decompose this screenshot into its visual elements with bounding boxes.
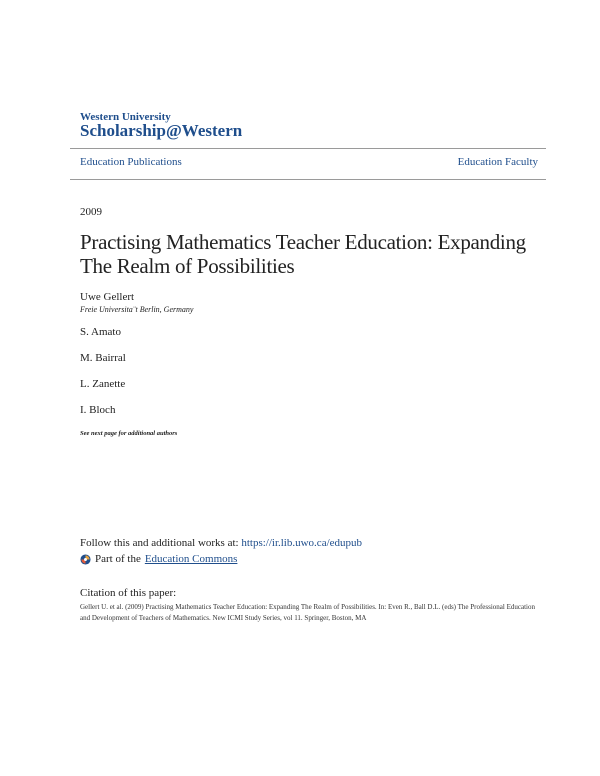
paper-title: Practising Mathematics Teacher Education: Expanding The Realm of Possibilities bbox=[80, 230, 526, 278]
author-name: Uwe Gellert bbox=[80, 291, 135, 303]
commons-icon bbox=[80, 554, 91, 565]
author-name: I. Bloch bbox=[80, 404, 116, 416]
education-publications-link[interactable]: Education Publications bbox=[80, 156, 182, 168]
publication-year: 2009 bbox=[80, 206, 102, 218]
author-affiliation: Freie Universita¨t Berlin, Germany bbox=[80, 305, 194, 314]
author-name: L. Zanette bbox=[80, 378, 126, 390]
see-next-page-note: See next page for additional authors bbox=[80, 430, 178, 437]
part-of-text: Part of the bbox=[95, 553, 141, 565]
author-name: S. Amato bbox=[80, 326, 121, 338]
follow-line bbox=[80, 537, 362, 549]
citation-heading: Citation of this paper: bbox=[80, 587, 177, 599]
repository-name[interactable]: Scholarship@Western bbox=[80, 121, 243, 140]
education-faculty-link[interactable]: Education Faculty bbox=[457, 156, 538, 168]
repository-url-link[interactable]: https://ir.lib.uwo.ca/edupub bbox=[241, 537, 363, 549]
follow-text: Follow this and additional works at: bbox=[80, 537, 239, 549]
header-rule-bottom bbox=[70, 179, 546, 180]
author-name: M. Bairral bbox=[80, 352, 126, 364]
university-name: Western University bbox=[80, 111, 171, 123]
part-of-line bbox=[80, 553, 237, 565]
education-commons-link[interactable]: Education Commons bbox=[144, 553, 238, 565]
header-rule-top bbox=[70, 148, 546, 149]
citation-text: Gellert U. et al. (2009) Practising Mathematics Teacher Education: Expanding The Realm of Possibilities. In: Even R., Ball D.L. (eds) The Professional Education and Development of Teachers of Mathematics. New ICMI Study Series, vol 11. Springer, Boston, MA bbox=[80, 603, 535, 622]
